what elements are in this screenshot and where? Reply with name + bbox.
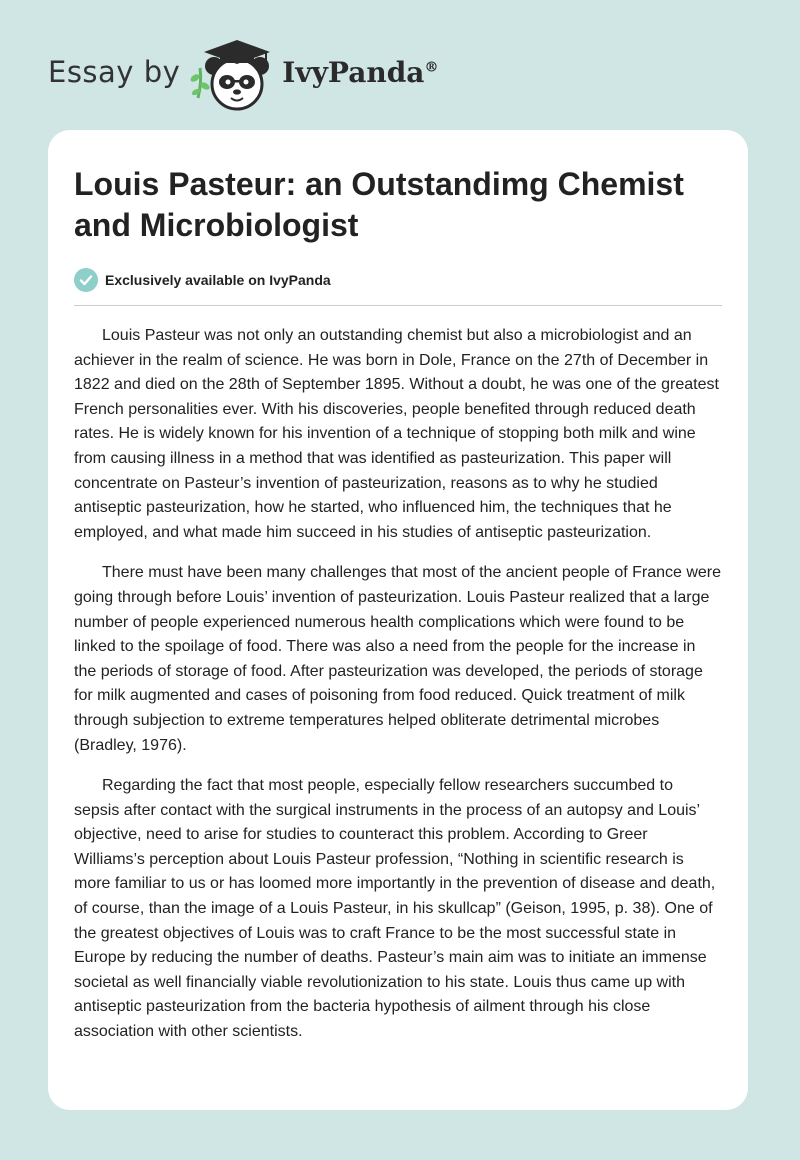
panda-graduate-icon[interactable]	[190, 32, 280, 112]
paragraph: Louis Pasteur was not only an outstanding chemist but also a microbiologist and an achiever in the realm of science. He was born in Dole, France on the 27th of December in 1822 and died on the 28th of September 1895. Without a doubt, he was one of the greatest French personalities ever. With his discoveries, people benefited through reduced death rates. He is widely known for his invention of a technique of stopping both milk and wine from causing illness in a method that was identified as pasteurization. This paper will concentrate on Pasteur’s invention of pasteurization, reasons as to why he studied antiseptic pasteurization, how he started, who influenced him, the techniques that he employed, and what made him succeed in his studies of antiseptic pasteurization.	[74, 327, 719, 541]
badge-text: Exclusively available on IvyPanda	[105, 272, 331, 288]
essay-title: Louis Pasteur: an Outstandimg Chemist and Microbiologist	[74, 166, 684, 243]
essay-card	[48, 130, 748, 1110]
site-header	[48, 32, 438, 112]
exclusive-badge	[74, 268, 722, 292]
brand-name[interactable]: IvyPanda®	[282, 55, 439, 89]
brand-prefix: Essay by	[48, 55, 181, 89]
paragraph: There must have been many challenges that most of the ancient people of France were going through before Louis’ invention of pasteurization. Louis Pasteur realized that a large number of people experienced numerous health complications which were found to be linked to the spoilage of food. There was also a need from the people for the increase in the periods of storage of food. After pasteurization was developed, the periods of storage for milk augmented and cases of poisoning from food reduced. Quick treatment of milk through subjection to extreme temperatures helped obliterate detrimental microbes (Bradley, 1976).	[74, 564, 722, 754]
essay-body	[74, 324, 722, 1045]
check-circle-icon	[74, 268, 98, 292]
divider	[74, 305, 722, 306]
paragraph: Regarding the fact that most people, especially fellow researchers succumbed to sepsis after contact with the surgical instruments in the process of an autopsy and Louis’ objective, need to arise for studies to counteract this problem. According to Greer Williams’s perception about Louis Pasteur profession, “Nothing in scientific research is more familiar to us or has loomed more importantly in the prevention of disease and death, of course, than the image of a Louis Pasteur, in his skullcap” (Geison, 1995, p. 38). One of the greatest objectives of Louis was to craft France to be the most successful state in Europe by reducing the number of deaths. Pasteur’s main aim was to initiate an immense societal as well financially viable revolutionization to his state. Louis thus came up with antiseptic pasteurization from the bacteria hypothesis of ailment through his close association with other scientists.	[74, 777, 716, 1041]
registered-mark: ®	[424, 59, 439, 76]
